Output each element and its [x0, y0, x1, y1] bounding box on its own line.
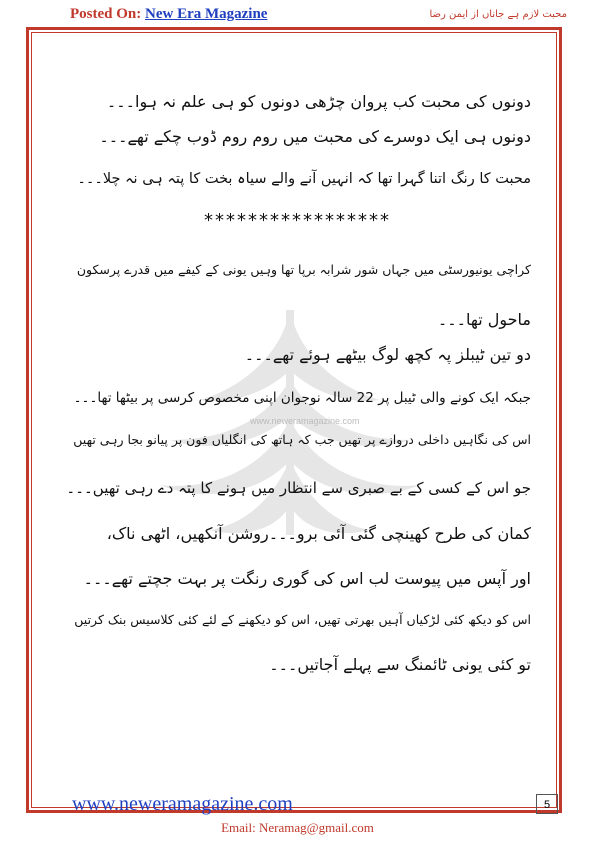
posted-on-label: Posted On: [70, 6, 142, 22]
text-line: کراچی یونیورسٹی میں جہاں شور شرابہ برپا تھا وہیں یونی کے کیفے میں قدرے پرسکون [76, 262, 531, 277]
text-line: دو تین ٹیبلز پہ کچھ لوگ بیٹھے ہوئے تھے۔۔۔ [244, 345, 531, 364]
text-line: دونوں ہی ایک دوسرے کی محبت میں روم روم ڈوب چکے تھے۔۔۔ [99, 127, 531, 146]
posted-on-header [70, 6, 267, 23]
text-line: کمان کی طرح کھینچی گئی آئی برو۔۔۔روشن آنکھیں، اٹھی ناک، [106, 524, 531, 543]
text-line: جو اس کے کسی کے بے صبری سے انتظار میں ہونے کا پتہ دے رہی تھیں۔۔۔ [66, 479, 531, 497]
story-title-header: محبت لازم ہے جاناں از ایمن رضا [429, 9, 567, 20]
magazine-link[interactable]: New Era Magazine [145, 6, 268, 22]
text-line: دونوں کی محبت کب پروان چڑھی دونوں کو ہی علم نہ ہوا۔۔۔ [106, 92, 531, 111]
page-number: 5 [536, 794, 558, 814]
watermark-url: www.neweramagazine.com [250, 416, 360, 426]
text-line: اس کو دیکھ کئی لڑکیاں آہیں بھرتی تھیں، اس کو دیکھنے کے لئے کئی کلاسیس بنک کرتیں [74, 612, 531, 627]
text-line: محبت کا رنگ اتنا گہرا تھا کہ انہیں آنے والے سیاہ بخت کا پتہ ہی نہ چلا۔۔۔ [77, 171, 531, 187]
website-link[interactable]: www.neweramagazine.com [72, 793, 293, 815]
text-line: جبکہ ایک کونے والی ٹیبل پر 22 سالہ نوجوان اپنی مخصوص کرسی پر بیٹھا تھا۔۔۔ [73, 390, 531, 406]
text-line: اور آپس میں پیوست لب اس کی گوری رنگت پر بہت جچتے تھے۔۔۔ [83, 569, 531, 588]
section-separator: ***************** [204, 210, 391, 231]
footer-email: Email: Neramag@gmail.com [221, 820, 374, 835]
text-line: ماحول تھا۔۔۔ [437, 310, 531, 329]
text-line: تو کئی یونی ٹائمنگ سے پہلے آجاتیں۔۔۔ [269, 655, 531, 674]
text-line: اس کی نگاہیں داخلی دروازے پر تھیں جب کہ ہاتھ کی انگلیاں فون پر پیانو بجا رہی تھیں [73, 432, 531, 447]
